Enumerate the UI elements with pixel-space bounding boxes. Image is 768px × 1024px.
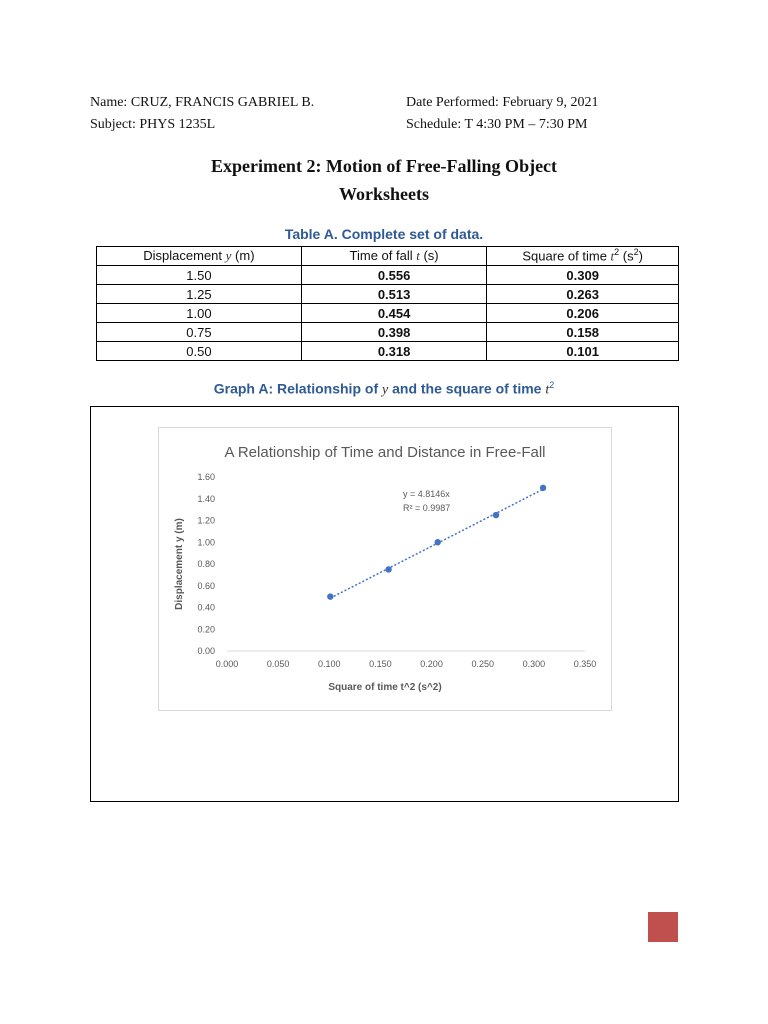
y-tick-label: 1.20 [197,515,215,526]
data-point [540,485,546,491]
y-tick-label: 0.60 [197,580,215,591]
cell-time: 0.454 [301,304,487,323]
table-row [97,266,679,285]
table-row [97,285,679,304]
chart-title: A Relationship of Time and Distance in Free-Fall [224,444,546,461]
data-point [435,539,441,545]
x-tick-label: 0.050 [266,659,290,669]
y-tick-label: 0.20 [197,624,215,635]
student-name: Name: CRUZ, FRANCIS GABRIEL B. [90,95,315,110]
corner-accent-square [648,912,678,942]
x-tick-label: 0.000 [215,659,239,669]
graph-caption: Graph A: Relationship of y and the square of time $t^2$ [213,380,555,398]
y-tick-label: 0.00 [197,646,215,656]
y-axis-title: Displacement y (m) [174,518,185,610]
cell-time-squared: 0.158 [487,323,679,342]
cell-displacement: 0.50 [97,342,302,361]
x-tick-label: 0.100 [318,659,341,669]
cell-time: 0.398 [301,323,487,342]
x-tick-label: 0.350 [573,659,597,669]
cell-time-squared: 0.309 [487,266,679,285]
y-tick-label: 1.00 [197,537,215,548]
cell-time-squared: 0.101 [487,342,679,361]
cell-time: 0.318 [301,342,487,361]
table-row [97,342,679,361]
x-tick-label: 0.200 [420,659,443,669]
cell-time-squared: 0.263 [487,285,679,304]
cell-time: 0.513 [301,285,487,304]
header-time-of-fall: Time of fall t (s) [301,247,487,266]
cell-time: 0.556 [301,266,487,285]
cell-time-squared: 0.206 [487,304,679,323]
x-tick-label: 0.250 [471,659,494,669]
trendline-equation: y = 4.8146x [403,489,450,499]
header-square-of-time: Square of time $t^2$ $(s^2)$ [487,247,679,266]
data-point [385,566,391,572]
table-row [97,304,679,323]
free-fall-chart [158,427,612,711]
header-displacement: Displacement y (m) [97,247,302,266]
table-row [97,323,679,342]
cell-displacement: 1.00 [97,304,302,323]
date-performed: Date Performed: February 9, 2021 [406,95,599,110]
experiment-title: Experiment 2: Motion of Free-Falling Object [210,156,558,176]
trendline-r-squared: R² = 0.9987 [403,503,451,513]
cell-displacement: 1.25 [97,285,302,304]
x-tick-label: 0.150 [369,659,392,669]
experiment-subtitle: Worksheets [339,184,429,204]
schedule: Schedule: T 4:30 PM – 7:30 PM [406,117,588,132]
data-point [493,512,499,518]
x-axis-title: Square of time t^2 (s^2) [328,682,442,693]
y-tick-label: 0.80 [197,559,215,569]
y-tick-label: 0.40 [197,602,215,613]
cell-displacement: 0.75 [97,323,302,342]
subject: Subject: PHYS 1235L [90,117,216,132]
data-point [327,593,333,599]
cell-displacement: 1.50 [97,266,302,285]
y-tick-label: 1.60 [197,472,215,482]
y-tick-label: 1.40 [197,493,215,504]
data-table [96,246,679,361]
table-header-row [97,247,679,266]
table-caption: Table A. Complete set of data. [284,226,484,242]
x-tick-label: 0.300 [522,659,546,669]
